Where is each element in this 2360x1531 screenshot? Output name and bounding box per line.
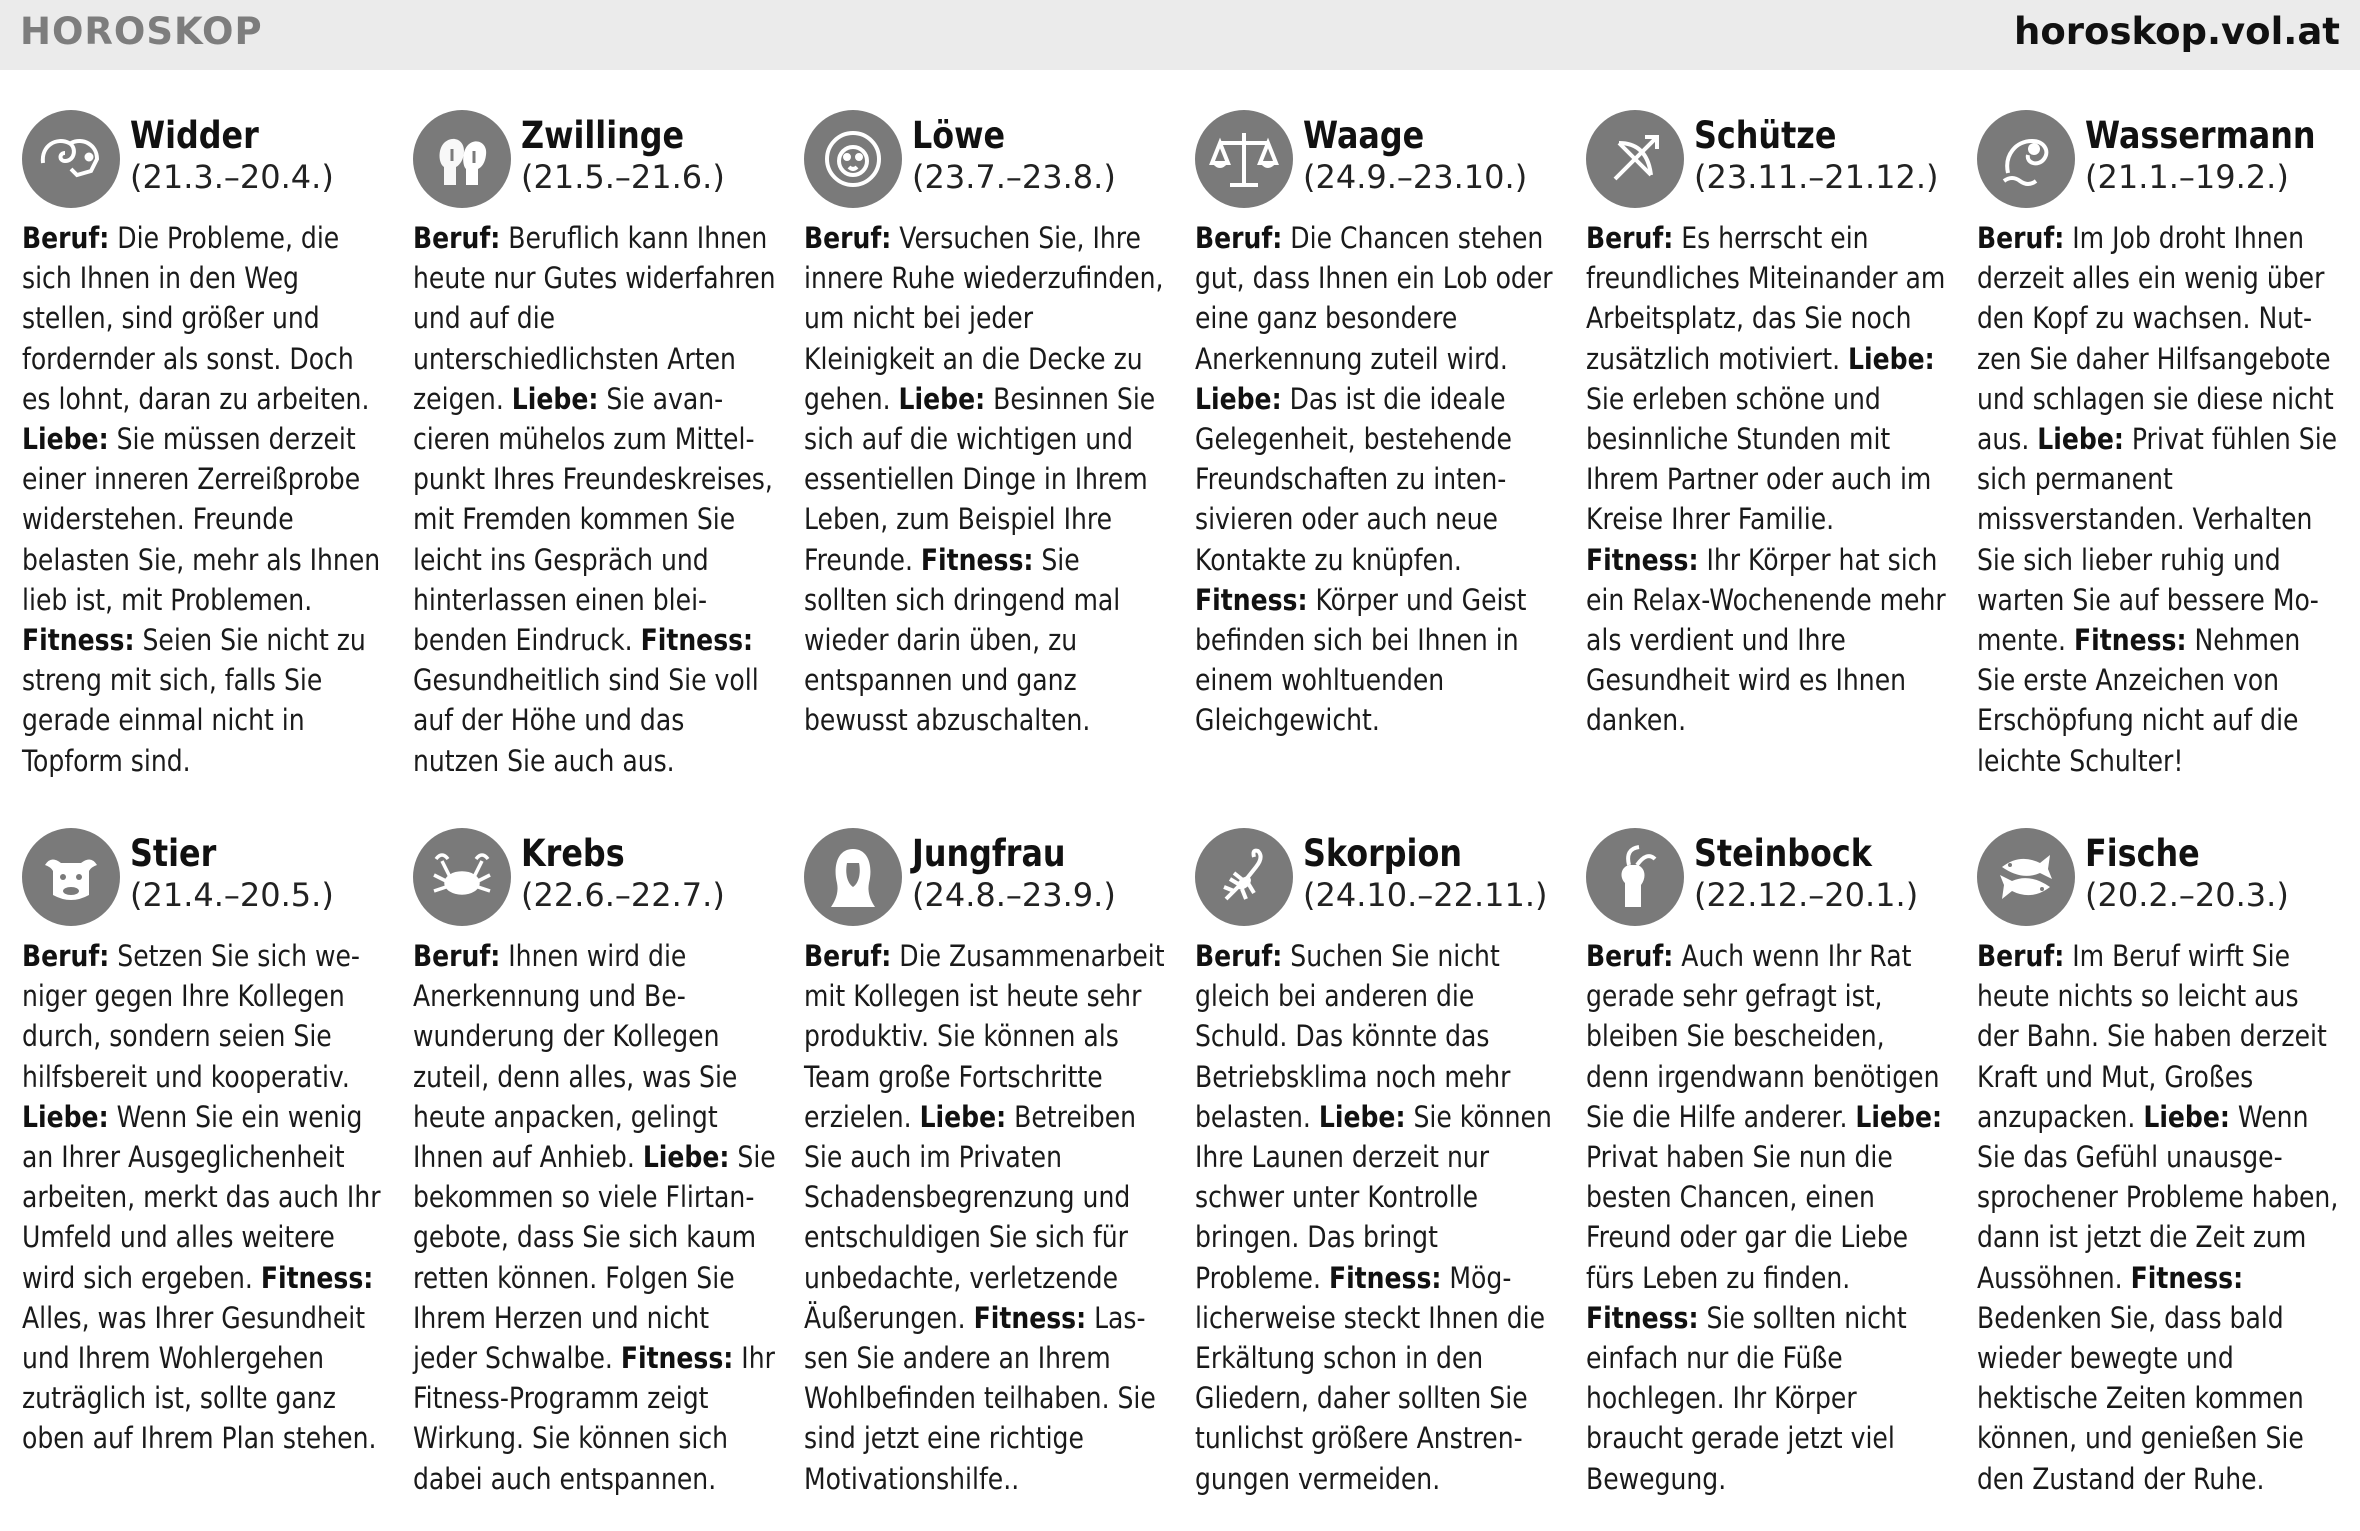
sign-dates: (21.1.–19.2.): [2085, 158, 2289, 196]
lion-icon: [804, 110, 902, 208]
sign-text: Beruf: Auch wenn Ihr Rat gerade sehr gefragt ist, bleiben Sie bescheiden, denn irgendwann benötigen Sie die Hilfe anderer. Liebe: Privat haben Sie nun die besten Chancen, einen Freund oder gar die Liebe fürs Leben zu finden. Fitness: Sie sollten nicht einfach nur die Füße hochlegen. Ihr Körper braucht gerade jetzt viel Bewegung.: [1586, 939, 1943, 1496]
bull-icon: [22, 828, 120, 926]
sign-name: Skorpion: [1303, 832, 1462, 875]
sign-steinbock: [1586, 828, 1951, 1499]
sign-name: Steinbock: [1694, 832, 1872, 875]
site-link[interactable]: horoskop.vol.at: [2014, 10, 2340, 53]
page-title: HOROSKOP: [20, 10, 263, 53]
sign-name: Wassermann: [2085, 114, 2316, 157]
sign-name: Waage: [1303, 114, 1425, 157]
crab-icon: [413, 828, 511, 926]
sign-text: Beruf: Suchen Sie nicht gleich bei anderen die Schuld. Das könnte das Betriebsklima noch mehr belasten. Liebe: Sie können Ihre Launen derzeit nur schwer unter Kontrolle bringen. Das bringt Probleme. Fitness: Möglicherweise steckt Ihnen die Erkältung schon in den Gliedern, daher sollten Sie tunlichst größere Anstrengungen vermeiden.: [1195, 939, 1552, 1496]
scales-icon: [1195, 110, 1293, 208]
sign-dates: (24.9.–23.10.): [1303, 158, 1528, 196]
sign-name: Löwe: [912, 114, 1006, 157]
sign-dates: (23.11.–21.12.): [1694, 158, 1939, 196]
sign-jungfrau: [804, 828, 1169, 1499]
sign-name: Krebs: [521, 832, 625, 875]
sign-name: Schütze: [1694, 114, 1837, 157]
sign-waage: [1195, 110, 1560, 741]
sign-text: Beruf: Die Chancen stehen gut, dass Ihnen ein Lob oder eine ganz besondere Anerkennung zuteil wird. Liebe: Das ist die ideale Gelegenheit, bestehende Freundschaften zu intensivieren oder auch neue Kontakte zu knüpfen. Fitness: Körper und Geist befinden sich bei Ihnen in einem wohltuenden Gleichgewicht.: [1195, 221, 1553, 738]
sign-dates: (21.4.–20.5.): [130, 876, 334, 914]
sign-dates: (21.3.–20.4.): [130, 158, 334, 196]
sign-krebs: [413, 828, 778, 1499]
sign-name: Widder: [130, 114, 259, 157]
sign-text: Beruf: Die Probleme, die sich Ihnen in den Weg stellen, sind größer und fordernder als sonst. Doch es lohnt, daran zu arbeiten. Liebe: Sie müssen derzeit einer inneren Zerreißprobe widerstehen. Freunde belasten Sie, mehr als Ihnen lieb ist, mit Problemen. Fitness: Seien Sie nicht zu streng mit sich, falls Sie gerade einmal nicht in Topform sind.: [22, 221, 381, 778]
sign-text: Beruf: Beruflich kann Ihnen heute nur Gutes widerfahren und auf die unterschiedlichsten Arten zeigen. Liebe: Sie avancieren mühelos zum Mittelpunkt Ihres Freundeskreises, mit Fremden kommen Sie leicht ins Gespräch und hinterlassen einen bleibenden Eindruck. Fitness: Gesundheitlich sind Sie voll auf der Höhe und das nutzen Sie auch aus.: [413, 221, 776, 778]
water-bearer-icon: [1977, 110, 2075, 208]
sign-schuetze: [1586, 110, 1951, 741]
fish-icon: [1977, 828, 2075, 926]
goat-icon: [1586, 828, 1684, 926]
sign-dates: (24.8.–23.9.): [912, 876, 1116, 914]
sign-name: Fische: [2085, 832, 2200, 875]
ram-icon: [22, 110, 120, 208]
sign-text: Beruf: Im Beruf wirft Sie heute nichts so leicht aus der Bahn. Sie haben derzeit Kraft und Mut, Großes anzupacken. Liebe: Wenn Sie das Gefühl unausgesprochener Probleme haben, dann ist jetzt die Zeit zum Aussöhnen. Fitness: Bedenken Sie, dass bald wieder bewegte und hektische Zeiten kommen können, und genießen Sie den Zustand der Ruhe.: [1977, 939, 2339, 1496]
sign-zwillinge: [413, 110, 778, 781]
sign-name: Stier: [130, 832, 217, 875]
scorpion-icon: [1195, 828, 1293, 926]
sign-fische: [1977, 828, 2342, 1499]
twins-icon: [413, 110, 511, 208]
sign-dates: (22.12.–20.1.): [1694, 876, 1919, 914]
sign-text: Beruf: Die Zusammenarbeit mit Kollegen ist heute sehr produktiv. Sie können als Team große Fortschritte erzielen. Liebe: Betreiben Sie auch im Privaten Schadensbegrenzung und entschuldigen Sie sich für unbedachte, verletzende Äußerungen. Fitness: Lassen Sie andere an Ihrem Wohlbefinden teilhaben. Sie sind jetzt eine richtige Motivationshilfe..: [804, 939, 1165, 1496]
sign-dates: (24.10.–22.11.): [1303, 876, 1548, 914]
sign-wassermann: [1977, 110, 2342, 781]
sign-loewe: [804, 110, 1169, 741]
sign-name: Jungfrau: [912, 832, 1066, 875]
sign-skorpion: [1195, 828, 1560, 1499]
archer-icon: [1586, 110, 1684, 208]
sign-stier: [22, 828, 387, 1459]
sign-text: Beruf: Es herrscht ein freundliches Miteinander am Arbeitsplatz, das Sie noch zusätzlich motiviert. Liebe: Sie erleben schöne und besinnliche Stunden mit Ihrem Partner oder auch im Kreise Ihrer Familie. Fitness: Ihr Körper hat sich ein Relax-Wochenende mehr als verdient und Ihre Gesundheit wird es Ihnen danken.: [1586, 221, 1946, 738]
sign-dates: (20.2.–20.3.): [2085, 876, 2289, 914]
sign-dates: (21.5.–21.6.): [521, 158, 725, 196]
sign-text: Beruf: Im Job droht Ihnen derzeit alles ein wenig über den Kopf zu wachsen. Nutzen Sie daher Hilfsangebote und schlagen sie diese nicht aus. Liebe: Privat fühlen Sie sich permanent missverstanden. Verhalten Sie sich lieber ruhig und warten Sie auf bessere Momente. Fitness: Nehmen Sie erste Anzeichen von Erschöpfung nicht auf die leichte Schulter!: [1977, 221, 2338, 778]
header-bar: [0, 0, 2360, 70]
sign-text: Beruf: Ihnen wird die Anerkennung und Bewunderung der Kollegen zuteil, denn alles, was Sie heute anpacken, gelingt Ihnen auf Anhieb. Liebe: Sie bekommen so viele Flirtangebote, dass Sie sich kaum retten können. Folgen Sie Ihrem Herzen und nicht jeder Schwalbe. Fitness: Ihr Fitness-Programm zeigt Wirkung. Sie können sich dabei auch entspannen.: [413, 939, 776, 1496]
sign-text: Beruf: Versuchen Sie, Ihre innere Ruhe wiederzufinden, um nicht bei jeder Kleinigkeit an die Decke zu gehen. Liebe: Besinnen Sie sich auf die wichtigen und essentiellen Dinge in Ihrem Leben, zum Beispiel Ihre Freunde. Fitness: Sie sollten sich dringend mal wieder darin üben, zu entspannen und ganz bewusst abzuschalten.: [804, 221, 1164, 738]
sign-dates: (23.7.–23.8.): [912, 158, 1116, 196]
virgin-icon: [804, 828, 902, 926]
sign-widder: [22, 110, 387, 781]
sign-text: Beruf: Setzen Sie sich weniger gegen Ihre Kollegen durch, sondern seien Sie hilfsbereit und kooperativ. Liebe: Wenn Sie ein wenig an Ihrer Ausgeglichenheit arbeiten, merkt das auch Ihr Umfeld und alles weitere wird sich ergeben. Fitness: Alles, was Ihrer Gesundheit und Ihrem Wohlergehen zuträglich ist, sollte ganz oben auf Ihrem Plan stehen.: [22, 939, 381, 1456]
sign-dates: (22.6.–22.7.): [521, 876, 725, 914]
sign-name: Zwillinge: [521, 114, 685, 157]
